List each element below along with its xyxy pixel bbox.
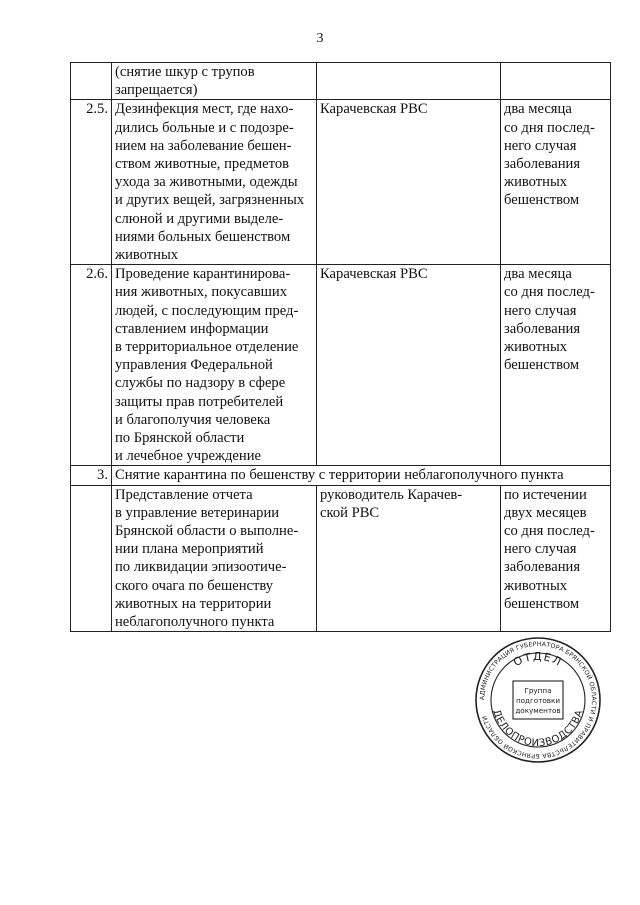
text-line: и других вещей, загрязненных [115, 192, 305, 209]
text-line: бешенством [504, 595, 580, 612]
text-line: нием на заболевание бешен- [115, 137, 292, 154]
text-line: управления Федеральной [115, 357, 273, 374]
text-line: в территориальное отделение [115, 339, 299, 356]
term-cell [501, 265, 611, 466]
text-line: (снятие шкур с трупов [115, 64, 255, 80]
text-line: заболевания [504, 559, 581, 576]
executor-cell [317, 485, 501, 632]
text-line: ниями больных бешенством [115, 228, 291, 245]
executor-cell [317, 100, 501, 265]
text-line: Карачевская РВС [320, 266, 428, 283]
text-line: по Брянской области [115, 430, 245, 447]
table-row [71, 63, 611, 100]
text-line: животных [504, 174, 568, 191]
text-line: по истечении [504, 486, 587, 503]
table-row [71, 485, 611, 632]
row-number: 2.5. [71, 100, 112, 265]
text-line: защиты прав потребителей [115, 393, 284, 410]
text-line: запрещается) [115, 82, 198, 99]
text-line: ухода за животными, одежды [115, 174, 298, 191]
section-title [112, 466, 611, 485]
page-number: 3 [316, 31, 324, 46]
text-line: Брянской области о выполне- [115, 523, 299, 540]
text-line: животных на территории [115, 595, 272, 612]
measure-description [112, 100, 317, 265]
text-line: ством животные, предметов [115, 156, 290, 173]
row-number [71, 63, 112, 100]
text-line: Проведение карантинирова- [115, 266, 291, 283]
text-line: двух месяцев [504, 504, 587, 521]
text-line: него случая [504, 302, 577, 319]
stamp-top-text: ОТДЕЛ [511, 649, 565, 670]
stamp-center-line: подготовки [515, 696, 561, 705]
term-cell [501, 63, 611, 100]
text-line: руководитель Карачев- [320, 486, 463, 503]
stamp-bottom-text: ДЕЛОПРОИЗВОДСТВА [490, 708, 586, 750]
measure-description [112, 265, 317, 466]
text-line: животных [504, 577, 568, 594]
text-line: со дня послед- [504, 523, 595, 540]
text-line: и лечебное учреждение [115, 448, 262, 465]
text-line: два месяца [504, 101, 572, 118]
text-line: Представление отчета [115, 486, 253, 503]
measure-description [112, 63, 317, 100]
text-line: бешенством [504, 357, 580, 374]
text-line: в управление ветеринарии [115, 504, 280, 521]
stamp-center-line: документов [515, 706, 561, 715]
text-line: и благополучия человека [115, 411, 271, 428]
text-line: ской РВС [320, 504, 380, 521]
text-line: него случая [504, 541, 577, 558]
text-line: ния животных, покусавших [115, 284, 288, 301]
table-row [71, 100, 611, 265]
executor-cell [317, 63, 501, 100]
text-line: по ликвидации эпизоотиче- [115, 559, 287, 576]
row-number [71, 485, 112, 632]
text-line: Карачевская РВС [320, 101, 428, 118]
text-line: бешенством [504, 192, 580, 209]
text-line: со дня послед- [504, 119, 595, 136]
section-title-text: Снятие карантина по бешенству с территории неблагополучного пункта [115, 467, 564, 484]
text-line: неблагополучного пункта [115, 614, 275, 631]
term-cell [501, 485, 611, 632]
table-row [71, 265, 611, 466]
text-line: Дезинфекция мест, где нахо- [115, 101, 294, 118]
row-number: 2.6. [71, 265, 112, 466]
text-line: нии плана мероприятий [115, 541, 264, 558]
text-line: слюной и другими выделе- [115, 210, 284, 227]
measures-table [70, 62, 611, 632]
office-stamp [474, 636, 602, 764]
text-line: людей, с последующим пред- [115, 302, 299, 319]
term-cell [501, 100, 611, 265]
text-line: заболевания [504, 156, 581, 173]
text-line: ставлением информации [115, 320, 269, 337]
stamp-ring-text: АДМИНИСТРАЦИЯ ГУБЕРНАТОРА БРЯНСКОЙ ОБЛАСТИ И ПРАВИТЕЛЬСТВА БРЯНСКОЙ ОБЛАСТИ [478, 640, 598, 760]
text-line: заболевания [504, 320, 581, 337]
text-line: ского очага по бешенству [115, 577, 274, 594]
text-line: со дня послед- [504, 284, 595, 301]
text-line: службы по надзору в сфере [115, 375, 286, 392]
text-line: дились больные и с подозре- [115, 119, 294, 136]
text-line: животных [504, 339, 568, 356]
text-line: два месяца [504, 266, 572, 283]
executor-cell [317, 265, 501, 466]
stamp-center-line: Группа [524, 686, 552, 695]
measure-description [112, 485, 317, 632]
section-row [71, 466, 611, 485]
text-line: него случая [504, 137, 577, 154]
text-line: животных [115, 247, 179, 264]
section-number: 3. [71, 466, 112, 485]
